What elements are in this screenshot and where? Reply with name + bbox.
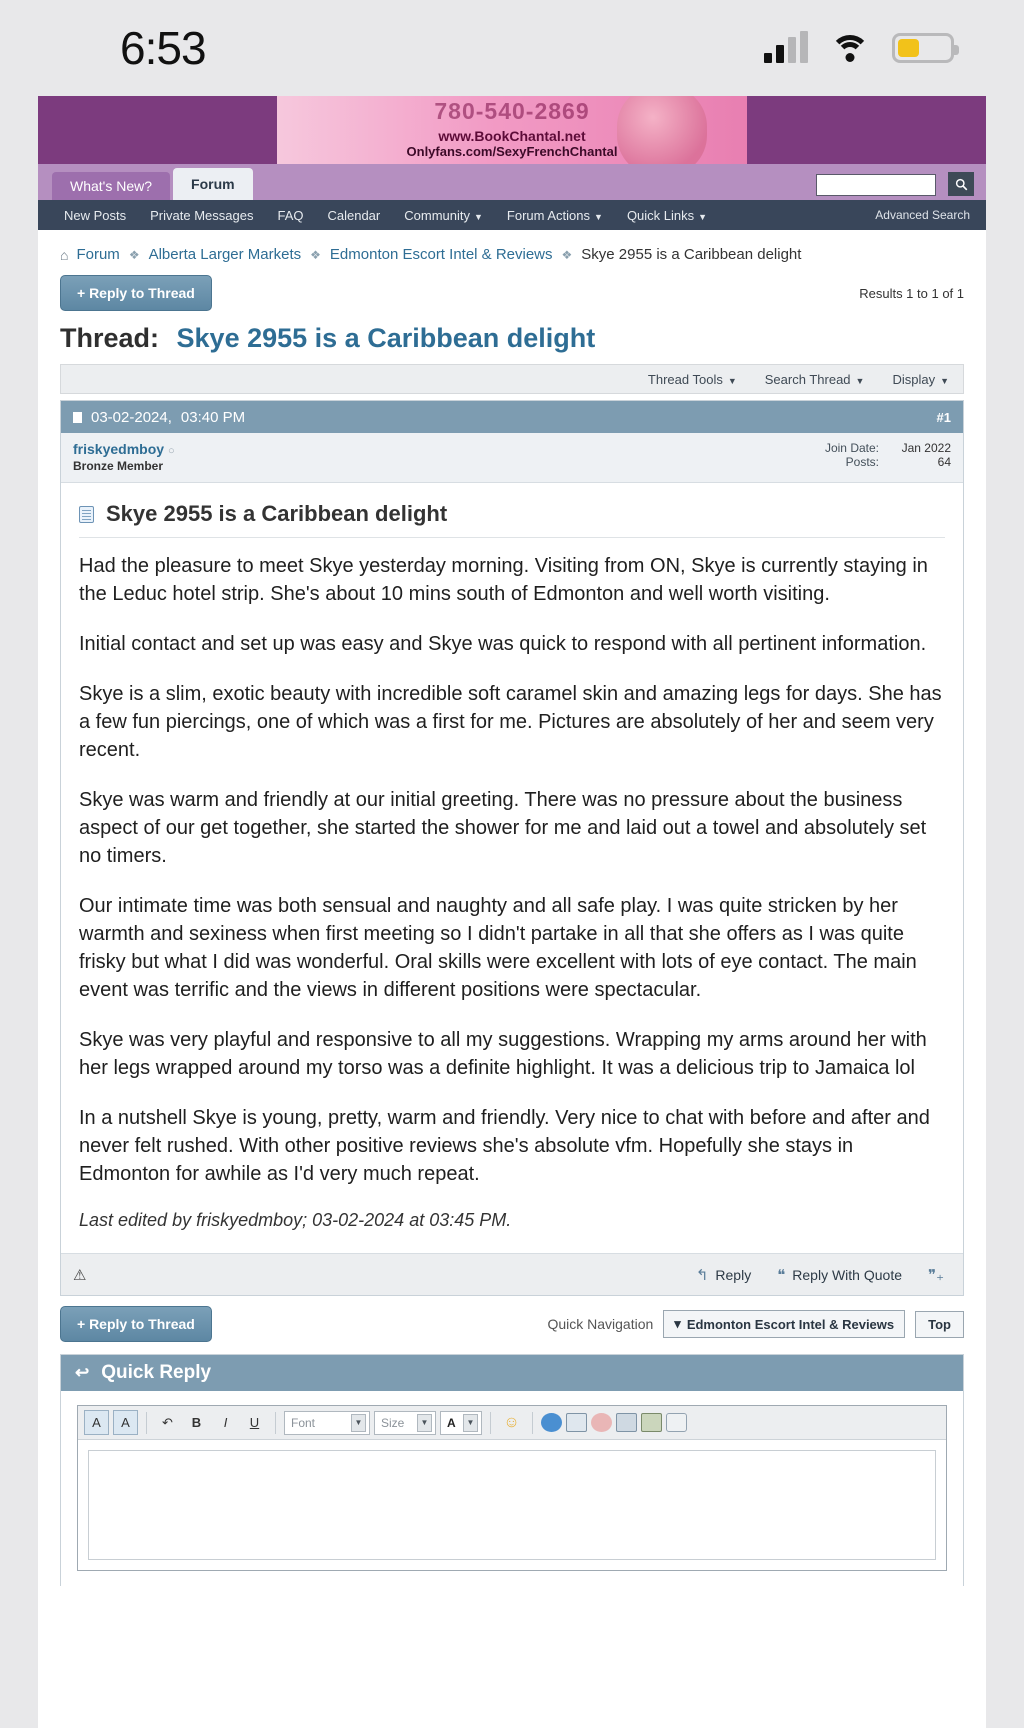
banner-ad-figure-icon	[617, 96, 707, 164]
secondary-nav	[38, 200, 986, 230]
wifi-icon	[830, 33, 870, 63]
text-color-select[interactable]	[440, 1411, 482, 1435]
breadcrumb-separator-icon: ❖	[128, 247, 140, 262]
quick-navigation-value: Edmonton Escort Intel & Reviews	[686, 1316, 895, 1332]
quick-reply-textarea[interactable]	[88, 1450, 936, 1560]
post-footer-left	[73, 1266, 86, 1284]
chevron-down-icon: ▼	[698, 211, 708, 222]
toolbar-divider	[490, 1412, 491, 1434]
nav-faq[interactable]	[265, 208, 315, 223]
page-title	[38, 311, 986, 364]
online-status-icon: ○	[168, 445, 175, 457]
quick-reply-editor	[77, 1405, 947, 1571]
unlink-icon[interactable]	[591, 1413, 612, 1432]
quick-reply-body	[61, 1391, 963, 1585]
reply-with-quote-action[interactable]	[777, 1266, 902, 1284]
status-bar	[0, 0, 1024, 96]
post-author-stats	[825, 441, 951, 473]
post-date: 03-02-2024,	[91, 408, 172, 426]
toolbar-divider	[532, 1412, 533, 1434]
post-title-row	[79, 501, 945, 538]
post-date-group	[73, 409, 245, 426]
thread-title: Skye 2955 is a Caribbean delight	[176, 323, 596, 353]
multiquote-action[interactable]	[928, 1266, 951, 1284]
report-warning-icon[interactable]: ⚠	[73, 1266, 87, 1284]
nav-community[interactable]	[392, 208, 495, 223]
reply-with-quote-label: Reply With Quote	[792, 1266, 902, 1283]
nav-quick-links-label: Quick Links	[626, 207, 695, 223]
banner-ad-url: www.BookChantal.net	[438, 128, 586, 144]
posts-count-row	[825, 455, 951, 469]
site-banner-ad[interactable]	[38, 96, 986, 164]
battery-icon	[892, 33, 954, 63]
post-user-info	[73, 441, 175, 473]
insert-link-icon[interactable]	[541, 1413, 562, 1432]
reply-action[interactable]	[696, 1266, 751, 1284]
quick-reply-title: Quick Reply	[101, 1362, 212, 1383]
status-indicators	[764, 33, 954, 63]
chevron-down-icon: ▼	[463, 1414, 478, 1432]
thread-tools-menu[interactable]	[634, 372, 751, 387]
home-icon: ⌂	[60, 246, 69, 263]
post-container	[60, 400, 964, 1296]
post-paragraph: Initial contact and set up was easy and Skye was quick to respond with all pertinent information.	[79, 633, 927, 655]
nav-private-messages[interactable]	[138, 208, 265, 223]
unread-post-icon	[73, 412, 82, 423]
primary-nav-tabs	[38, 164, 986, 200]
reply-to-thread-button-top[interactable]: + Reply to Thread	[60, 275, 212, 311]
post-header	[61, 401, 963, 433]
reply-to-thread-button-bottom[interactable]: + Reply to Thread	[60, 1306, 212, 1342]
breadcrumb-item-current: Skye 2955 is a Caribbean delight	[581, 246, 802, 263]
quick-navigation-label: Quick Navigation	[547, 1316, 654, 1332]
undo-icon[interactable]: ↶	[162, 1414, 173, 1430]
underline-button[interactable]: U	[249, 1415, 260, 1430]
reply-row-top	[38, 267, 986, 311]
thread-tools-bar	[60, 364, 964, 394]
chevron-down-icon: ▼	[727, 375, 737, 386]
search-thread-label: Search Thread	[764, 371, 851, 387]
join-date-label: Join Date:	[824, 441, 879, 455]
tab-forum[interactable]: Forum	[173, 168, 253, 200]
bold-button[interactable]: B	[191, 1415, 202, 1430]
post-document-icon	[79, 506, 94, 523]
multiquote-icon: ❞₊	[928, 1266, 944, 1284]
post-number[interactable]: #1	[936, 409, 951, 425]
reply-action-label: Reply	[715, 1266, 752, 1283]
post-paragraph: Our intimate time was both sensual and naughty and all safe play. I was quite stricken by her warmth and sexiness when first meeting so I didn't partake in all that she offers as I was quite frisky but what I did was wonderful. Oral skills were excellent with lots of eye contact. The main event was terrific and the views in different positions were spectacular.	[79, 895, 917, 1001]
display-menu[interactable]	[878, 372, 963, 387]
remove-formatting-icon[interactable]: A	[84, 1410, 109, 1435]
font-size-select[interactable]	[374, 1411, 436, 1435]
post-last-edited: Last edited by friskyedmboy; 03-02-2024 at 03:45 PM.	[79, 1210, 512, 1230]
toolbar-divider	[275, 1412, 276, 1434]
smilie-icon[interactable]: ☺	[503, 1413, 520, 1431]
post-footer	[61, 1253, 963, 1295]
chevron-down-icon: ▼	[940, 375, 949, 386]
font-size-value: Size	[381, 1415, 405, 1430]
chevron-down-icon: ▼	[474, 211, 483, 222]
thread-tools-label: Thread Tools	[647, 371, 723, 387]
chevron-down-icon: ▼	[855, 375, 865, 386]
quick-reply-panel	[60, 1354, 964, 1586]
browser-page	[38, 96, 986, 1728]
breadcrumb-item-edmonton[interactable]: Edmonton Escort Intel & Reviews	[329, 246, 553, 263]
italic-button[interactable]: I	[223, 1415, 228, 1430]
chevron-down-icon: ▼	[594, 211, 603, 222]
chevron-down-icon: ▾	[674, 1316, 681, 1331]
post-paragraph: Skye was warm and friendly at our initial greeting. There was no pressure about the business aspect of our get together, she started the shower for me and laid out a towel and absolutely set no timers.	[79, 789, 927, 867]
insert-quote-icon[interactable]	[666, 1413, 687, 1432]
nav-private-messages-label: Private Messages	[150, 207, 254, 223]
search-thread-menu[interactable]	[751, 372, 879, 387]
post-paragraph: Had the pleasure to meet Skye yesterday morning. Visiting from ON, Skye is currently staying in the Leduc hotel strip. She's about 10 mins south of Edmonton and well worth visiting.	[79, 555, 928, 605]
post-paragraph: Skye is a slim, exotic beauty with incredible soft caramel skin and amazing legs for days. She has a few fun piercings, one of which was a first for me. Pictures are absolutely of her and seem very recent.	[79, 683, 942, 761]
banner-ad-content[interactable]	[277, 96, 747, 164]
nav-calendar-label: Calendar	[327, 207, 381, 223]
post-paragraph: Skye was very playful and responsive to all my suggestions. Wrapping my arms around her with her legs wrapped around my torso was a definite highlight. It was a delicious trip to Jamaica lol	[79, 1029, 927, 1079]
join-date-row	[825, 441, 951, 455]
quick-reply-header	[61, 1355, 963, 1391]
quick-navigation-select[interactable]	[663, 1310, 905, 1338]
search-input[interactable]	[816, 174, 936, 196]
thread-prefix: Thread:	[60, 323, 160, 353]
status-time: 6:53	[120, 22, 206, 74]
breadcrumb-separator-icon: ❖	[310, 247, 321, 262]
nav-quick-links[interactable]	[615, 208, 719, 223]
font-color-picker-icon[interactable]: A	[113, 1410, 138, 1435]
chevron-down-icon: ▼	[351, 1414, 366, 1432]
post-body	[61, 483, 963, 1253]
post-author-name: friskyedmboy	[73, 441, 165, 457]
top-button[interactable]: Top	[915, 1311, 964, 1338]
breadcrumb-item-forum[interactable]: Forum	[76, 246, 120, 263]
post-time: 03:40 PM	[180, 408, 246, 426]
post-author-rank: Bronze Member	[73, 459, 164, 473]
banner-ad-url-secondary: Onlyfans.com/SexyFrenchChantal	[406, 144, 618, 159]
nav-new-posts-label: New Posts	[64, 207, 127, 223]
nav-community-label: Community	[404, 207, 470, 223]
search-icon	[955, 178, 968, 191]
posts-value: 64	[937, 455, 951, 469]
font-family-select[interactable]	[284, 1411, 370, 1435]
nav-calendar[interactable]	[315, 208, 392, 223]
post-author-link[interactable]	[73, 441, 175, 457]
nav-faq-label: FAQ	[277, 207, 304, 223]
quick-navigation	[547, 1310, 964, 1338]
breadcrumb-item-alberta[interactable]: Alberta Larger Markets	[148, 246, 302, 263]
banner-ad-phone: 780-540-2869	[434, 98, 590, 124]
editor-toolbar	[78, 1406, 946, 1440]
insert-image-icon[interactable]	[616, 1413, 637, 1432]
post-footer-actions	[696, 1266, 951, 1284]
post-user-row	[61, 433, 963, 483]
display-label: Display	[892, 371, 936, 387]
signal-icon	[764, 33, 808, 63]
quote-icon: ❝	[777, 1266, 786, 1284]
breadcrumb-separator-icon: ❖	[561, 247, 573, 262]
tab-whats-new[interactable]: What's New?	[52, 172, 170, 200]
text-color-icon: A	[447, 1415, 456, 1430]
reply-arrow-icon: ↰	[695, 1266, 709, 1284]
results-count: Results 1 to 1 of 1	[859, 285, 964, 301]
bottom-action-bar	[38, 1296, 986, 1342]
posts-label: Posts:	[845, 455, 879, 469]
nav-new-posts[interactable]	[52, 208, 138, 223]
post-title: Skye 2955 is a Caribbean delight	[106, 501, 448, 526]
nav-forum-actions[interactable]	[495, 208, 615, 223]
toolbar-divider	[146, 1412, 147, 1434]
insert-email-icon[interactable]	[566, 1413, 587, 1432]
search-button[interactable]	[948, 172, 974, 196]
insert-video-icon[interactable]	[641, 1413, 662, 1432]
breadcrumb	[38, 230, 986, 267]
join-date-value: Jan 2022	[901, 441, 951, 455]
chevron-down-icon: ▼	[417, 1414, 432, 1432]
quick-reply-arrow-icon: ↩	[75, 1363, 90, 1382]
font-family-value: Font	[291, 1415, 316, 1430]
post-paragraph: In a nutshell Skye is young, pretty, warm and friendly. Very nice to chat with before and after and never felt rushed. With other positive reviews she's absolute vfm. Hopefully she stays in Edmonton for awhile as I'd very much repeat.	[79, 1107, 930, 1185]
nav-forum-actions-label: Forum Actions	[506, 207, 591, 223]
advanced-search-link[interactable]: Advanced Search	[875, 208, 970, 222]
